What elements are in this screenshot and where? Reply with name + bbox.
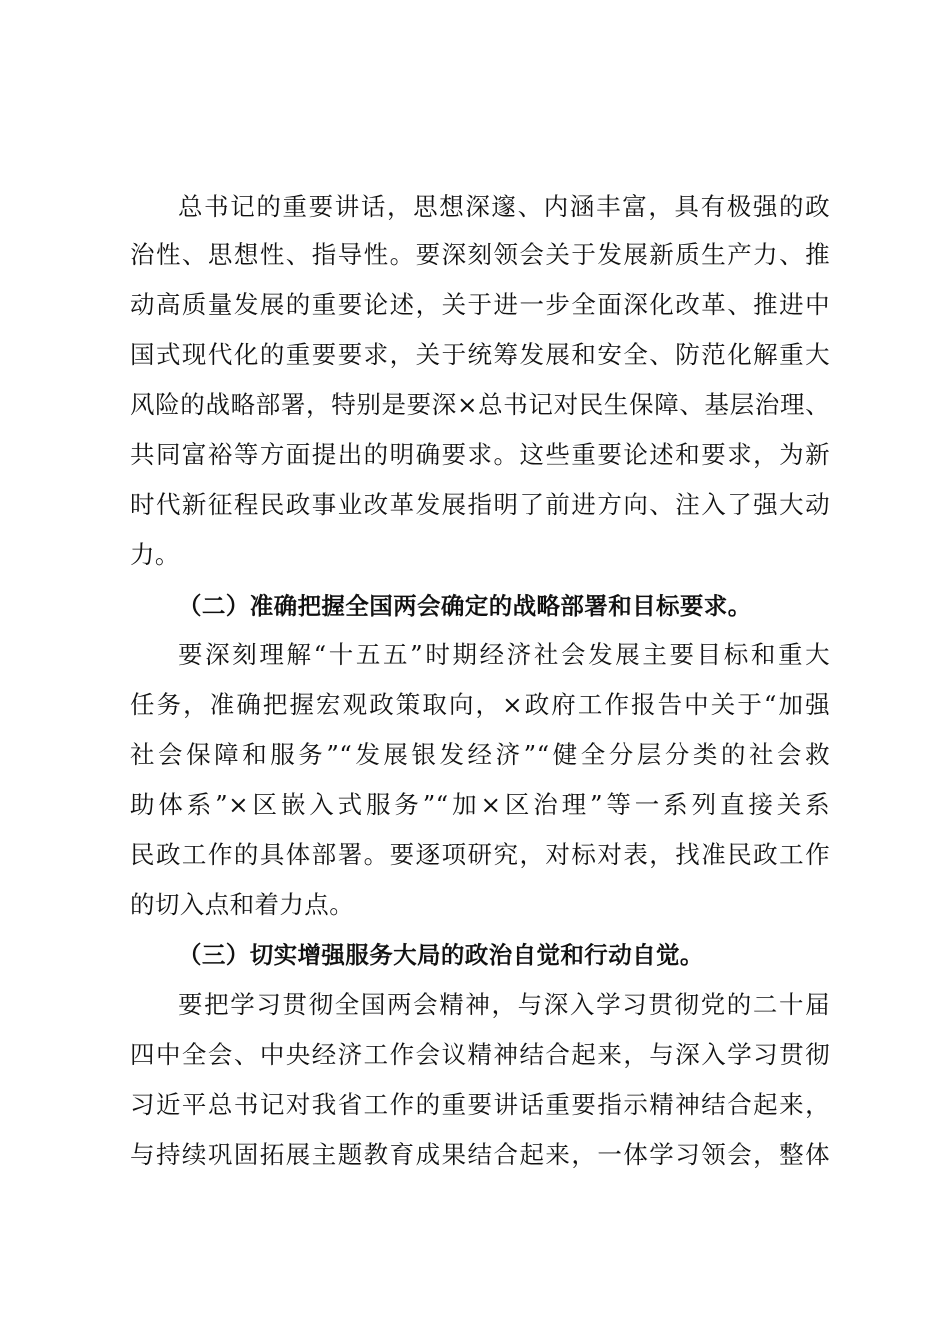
paragraph-2-line-1: 要深刻理解“十五五”时期经济社会发展主要目标和重大 [178, 640, 830, 669]
paragraph-1-line-8: 力。 [130, 540, 180, 569]
paragraph-1-line-6: 共同富裕等方面提出的明确要求。这些重要论述和要求，为新 [130, 440, 830, 469]
paragraph-2-line-5: 民政工作的具体部署。要逐项研究，对标对表，找准民政工作 [130, 840, 830, 869]
paragraph-1-line-2: 治性、思想性、指导性。要深刻领会关于发展新质生产力、推 [130, 240, 830, 269]
paragraph-1-line-1: 总书记的重要讲话，思想深邃、内涵丰富，具有极强的政 [178, 192, 830, 221]
paragraph-1-line-4: 国式现代化的重要要求，关于统筹发展和安全、防范化解重大 [130, 340, 830, 369]
section-heading-3: （三）切实增强服务大局的政治自觉和行动自觉。 [178, 941, 704, 969]
paragraph-3-line-2: 四中全会、中央经济工作会议精神结合起来，与深入学习贯彻 [130, 1040, 830, 1069]
paragraph-3-line-3: 习近平总书记对我省工作的重要讲话重要指示精神结合起来， [130, 1090, 830, 1119]
paragraph-2-line-3: 社会保障和服务”“发展银发经济”“健全分层分类的社会救 [130, 740, 830, 769]
paragraph-2-line-6: 的切入点和着力点。 [130, 890, 355, 919]
paragraph-2-line-2: 任务，准确把握宏观政策取向，×政府工作报告中关于“加强 [130, 690, 830, 719]
paragraph-2-line-4: 助体系”×区嵌入式服务”“加×区治理”等一系列直接关系 [130, 790, 830, 819]
section-heading-2: （二）准确把握全国两会确定的战略部署和目标要求。 [178, 592, 752, 620]
paragraph-3-line-4: 与持续巩固拓展主题教育成果结合起来，一体学习领会，整体 [130, 1140, 830, 1169]
paragraph-1-line-7: 时代新征程民政事业改革发展指明了前进方向、注入了强大动 [130, 490, 830, 519]
paragraph-1-line-3: 动高质量发展的重要论述，关于进一步全面深化改革、推进中 [130, 290, 830, 319]
paragraph-3-line-1: 要把学习贯彻全国两会精神，与深入学习贯彻党的二十届 [178, 990, 830, 1019]
paragraph-1-line-5: 风险的战略部署，特别是要深×总书记对民生保障、基层治理、 [130, 390, 830, 419]
